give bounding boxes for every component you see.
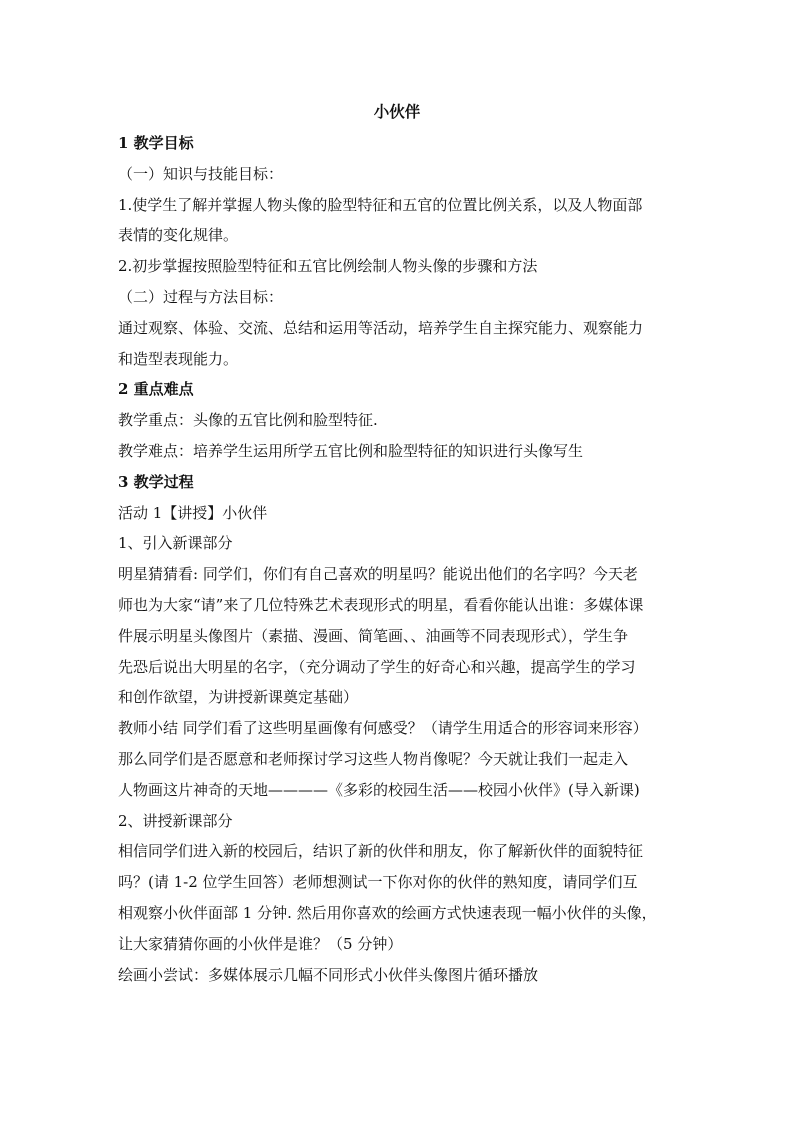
body-line: 1.使学生了解并掌握人物头像的脸型特征和五官的位置比例关系，以及人物面部 (118, 195, 643, 214)
body-line: 教学重点：头像的五官比例和脸型特征. (118, 411, 378, 430)
section-heading: 1 教学目标 (118, 134, 194, 152)
body-line: 人物画这片神奇的天地————《多彩的校园生活——校园小伙伴》(导入新课) (118, 780, 640, 799)
body-line: 教学难点：培养学生运用所学五官比例和脸型特征的知识进行头像写生 (118, 442, 584, 460)
body-line: 教师小结 同学们看了这些明星画像有何感受？（请学生用适合的形容词来形容） (118, 719, 648, 738)
body-line: 件展示明星头像图片（素描、漫画、简笔画、、油画等不同表现形式），学生争 (118, 626, 629, 645)
body-line: 让大家猜猜你画的小伙伴是谁？（5 分钟） (118, 934, 403, 953)
body-line: 通过观察、体验、交流、总结和运用等活动，培养学生自主探究能力、观察能力 (118, 318, 644, 337)
section-heading: 2 重点难点 (118, 380, 194, 399)
body-line: 和创作欲望，为讲授新课奠定基础） (118, 688, 359, 707)
document-title: 小伙伴 (373, 102, 421, 121)
body-line: （二）过程与方法目标： (118, 288, 284, 306)
body-line: 表情的变化规律。 (118, 226, 239, 245)
body-line: 和造型表现能力。 (118, 349, 239, 368)
body-line: 吗？(请 1-2 位学生回答）老师想测试一下你对你的伙伴的熟知度，请同学们互 (118, 873, 638, 892)
body-line: 绘画小尝试：多媒体展示几幅不同形式小伙伴头像图片循环播放 (118, 965, 539, 984)
body-line: 2.初步掌握按照脸型特征和五官比例绘制人物头像的步骤和方法 (118, 257, 538, 276)
body-line: 1、引入新课部分 (118, 534, 233, 553)
body-line: 师也为大家“请”来了几位特殊艺术表现形式的明星，看看你能认出谁：多媒体课 (118, 596, 644, 614)
body-line: 相观察小伙伴面部 1 分钟. 然后用你喜欢的绘画方式快速表现一幅小伙伴的头像， (118, 904, 657, 922)
body-line: （一）知识与技能目标： (118, 164, 284, 183)
body-line: 相信同学们进入新的校园后，结识了新的伙伴和朋友，你了解新伙伴的面貌特征 (118, 842, 644, 861)
body-line: 先恐后说出大明星的名字，（充分调动了学生的好奇心和兴趣，提高学生的学习 (118, 657, 636, 676)
section-heading: 3 教学过程 (118, 472, 194, 491)
body-line: 2、讲授新课部分 (118, 811, 233, 830)
body-line: 明星猜猜看: 同学们，你们有自己喜欢的明星吗？能说出他们的名字吗？今天老 (118, 565, 638, 584)
body-line: 活动 1【讲授】小伙伴 (118, 503, 268, 522)
body-line: 那么同学们是否愿意和老师探讨学习这些人物肖像呢？今天就让我们一起走入 (118, 750, 629, 768)
